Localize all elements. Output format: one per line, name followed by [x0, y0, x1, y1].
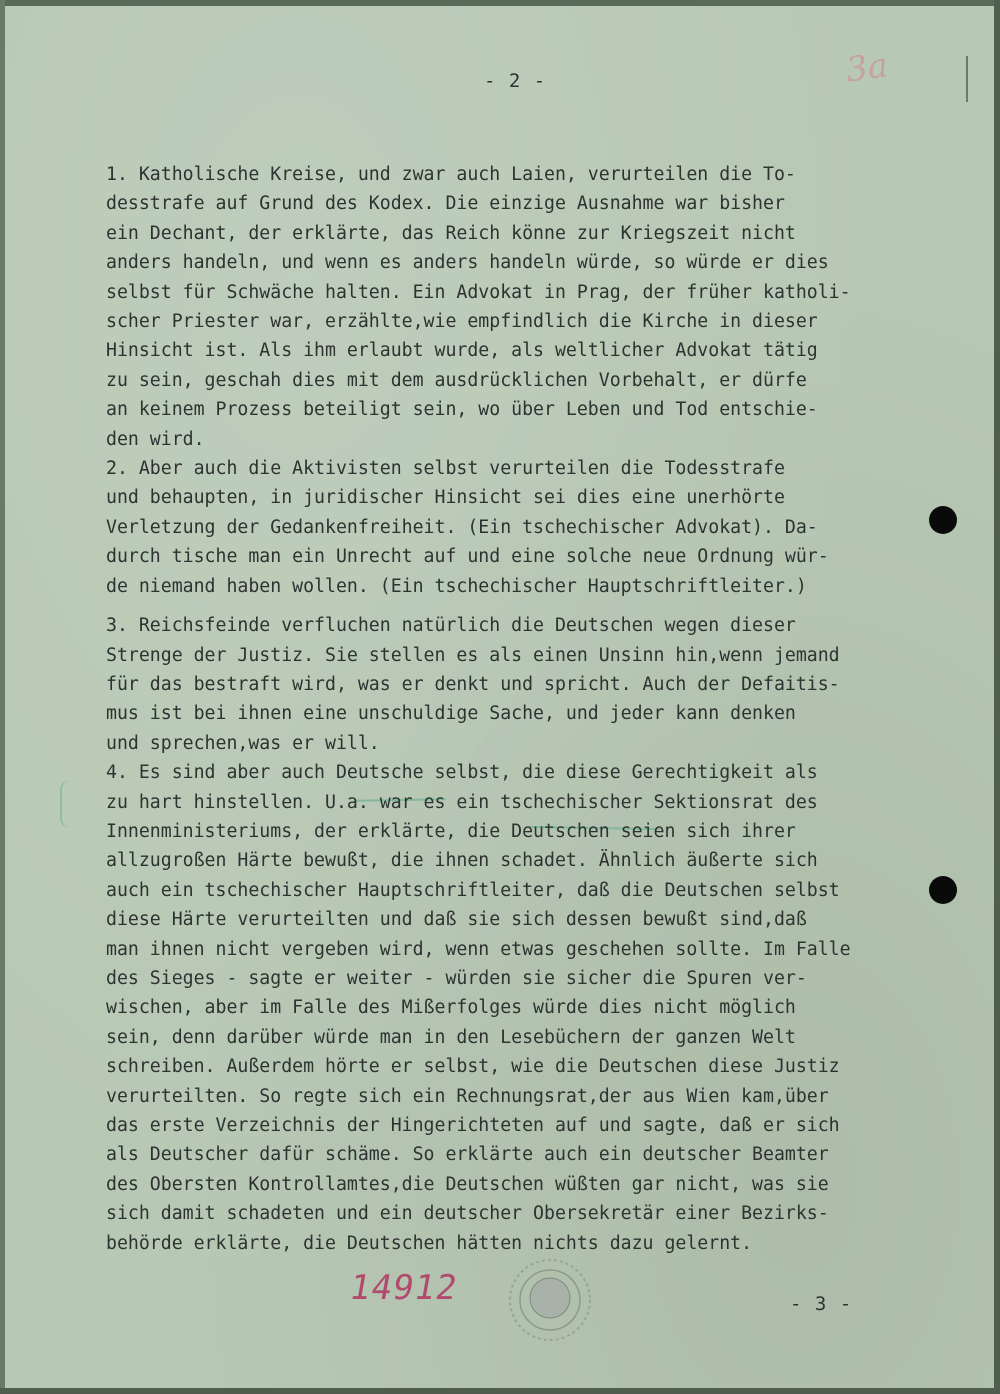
inventory-number: 14912	[346, 1268, 461, 1308]
text-line: ein Dechant, der erklärte, das Reich könne zur Kriegszeit nicht	[106, 222, 796, 244]
text-line: des Sieges - sagte er weiter - würden sie sicher die Spuren ver-	[106, 967, 807, 989]
archive-handwritten-mark: 3a	[843, 45, 891, 91]
text-line: verurteilten. So regte sich ein Rechnungsrat,der aus Wien kam,über	[106, 1085, 829, 1107]
scan-border-right	[994, 0, 1000, 1394]
page-number: - 2 -	[484, 70, 547, 92]
text-line: mus ist bei ihnen eine unschuldige Sache, und jeder kann denken	[106, 703, 796, 725]
text-line: schreiben. Außerdem hörte er selbst, wie die Deutschen diese Justiz	[106, 1056, 840, 1078]
text-line: Strenge der Justiz. Sie stellen es als einen Unsinn hin,wenn jemand	[106, 644, 840, 666]
text-line: das erste Verzeichnis der Hingerichteten auf und sagte, daß er sich	[106, 1115, 840, 1136]
text-line: 1. Katholische Kreise, und zwar auch Laien, verurteilen die To-	[106, 164, 796, 185]
text-line: de niemand haben wollen. (Ein tschechischer Hauptschriftleiter.)	[106, 575, 807, 597]
text-line: und sprechen,was er will.	[106, 732, 380, 754]
paragraph-1	[106, 160, 926, 454]
text-line: zu hart hinstellen. U.a. war es ein tschechischer Sektionsrat des	[106, 791, 818, 813]
text-line: Verletzung der Gedankenfreiheit. (Ein tschechischer Advokat). Da-	[106, 516, 818, 538]
paragraph-3	[106, 611, 926, 758]
green-margin-mark	[60, 780, 80, 828]
paragraph-gap	[106, 601, 926, 611]
text-line: Hinsicht ist. Als ihm erlaubt wurde, als weltlicher Advokat tätig	[106, 340, 818, 362]
text-line: an keinem Prozess beteiligt sein, wo über Leben und Tod entschie-	[106, 399, 818, 421]
punch-hole	[929, 876, 957, 904]
punch-hole	[929, 506, 957, 534]
text-line: 3. Reichsfeinde verfluchen natürlich die Deutschen wegen dieser	[106, 615, 796, 637]
text-line: behörde erklärte, die Deutschen hätten nichts dazu gelernt.	[106, 1232, 753, 1254]
text-line: auch ein tschechischer Hauptschriftleiter, daß die Deutschen selbst	[106, 879, 840, 901]
text-line: 4. Es sind aber auch Deutsche selbst, die diese Gerechtigkeit als	[106, 762, 818, 784]
scan-border-top	[0, 0, 1000, 6]
text-line: diese Härte verurteilten und daß sie sich dessen bewußt sind,daß	[106, 909, 807, 931]
archive-stamp	[502, 1252, 598, 1348]
text-line: als Deutscher dafür schäme. So erklärte auch ein deutscher Beamter	[106, 1144, 829, 1166]
text-line: sich damit schadeten und ein deutscher Obersekretär einer Bezirks-	[106, 1203, 829, 1225]
paragraph-4	[106, 758, 926, 1258]
text-line: allzugroßen Härte bewußt, die ihnen schadet. Ähnlich äußerte sich	[106, 850, 818, 872]
body-text	[106, 160, 926, 1258]
text-line: den wird.	[106, 428, 205, 450]
text-line: und behaupten, in juridischer Hinsicht sei dies eine unerhörte	[106, 487, 785, 509]
text-line: Innenministeriums, der erklärte, die Deutschen seien sich ihrer	[106, 820, 796, 842]
text-line: desstrafe auf Grund des Kodex. Die einzige Ausnahme war bisher	[106, 193, 785, 215]
text-line: man ihnen nicht vergeben wird, wenn etwas geschehen sollte. Im Falle	[106, 938, 851, 960]
text-line: selbst für Schwäche halten. Ein Advokat in Prag, der früher katholi-	[106, 281, 851, 303]
text-line: anders handeln, und wenn es anders handeln würde, so würde er dies	[106, 252, 829, 274]
text-line: 2. Aber auch die Aktivisten selbst verurteilen die Todesstrafe	[106, 458, 785, 480]
paragraph-2	[106, 454, 926, 601]
text-line: durch tische man ein Unrecht auf und eine solche neue Ordnung wür-	[106, 546, 829, 568]
text-line: zu sein, geschah dies mit dem ausdrücklichen Vorbehalt, er dürfe	[106, 369, 807, 391]
text-line: scher Priester war, erzählte,wie empfindlich die Kirche in dieser	[106, 311, 818, 333]
text-line: sein, denn darüber würde man in den Lesebüchern der ganzen Welt	[106, 1026, 796, 1048]
text-line: für das bestraft wird, was er denkt und spricht. Auch der Defaitis-	[106, 673, 840, 695]
text-line: des Obersten Kontrollamtes,die Deutschen wüßten gar nicht, was sie	[106, 1173, 829, 1195]
scan-border-bottom	[0, 1388, 1000, 1394]
scan-border-left	[0, 0, 5, 1394]
pencil-bracket-mark	[962, 56, 968, 102]
next-page-number: - 3 -	[790, 1293, 853, 1315]
text-line: wischen, aber im Falle des Mißerfolges würde dies nicht möglich	[106, 997, 796, 1019]
